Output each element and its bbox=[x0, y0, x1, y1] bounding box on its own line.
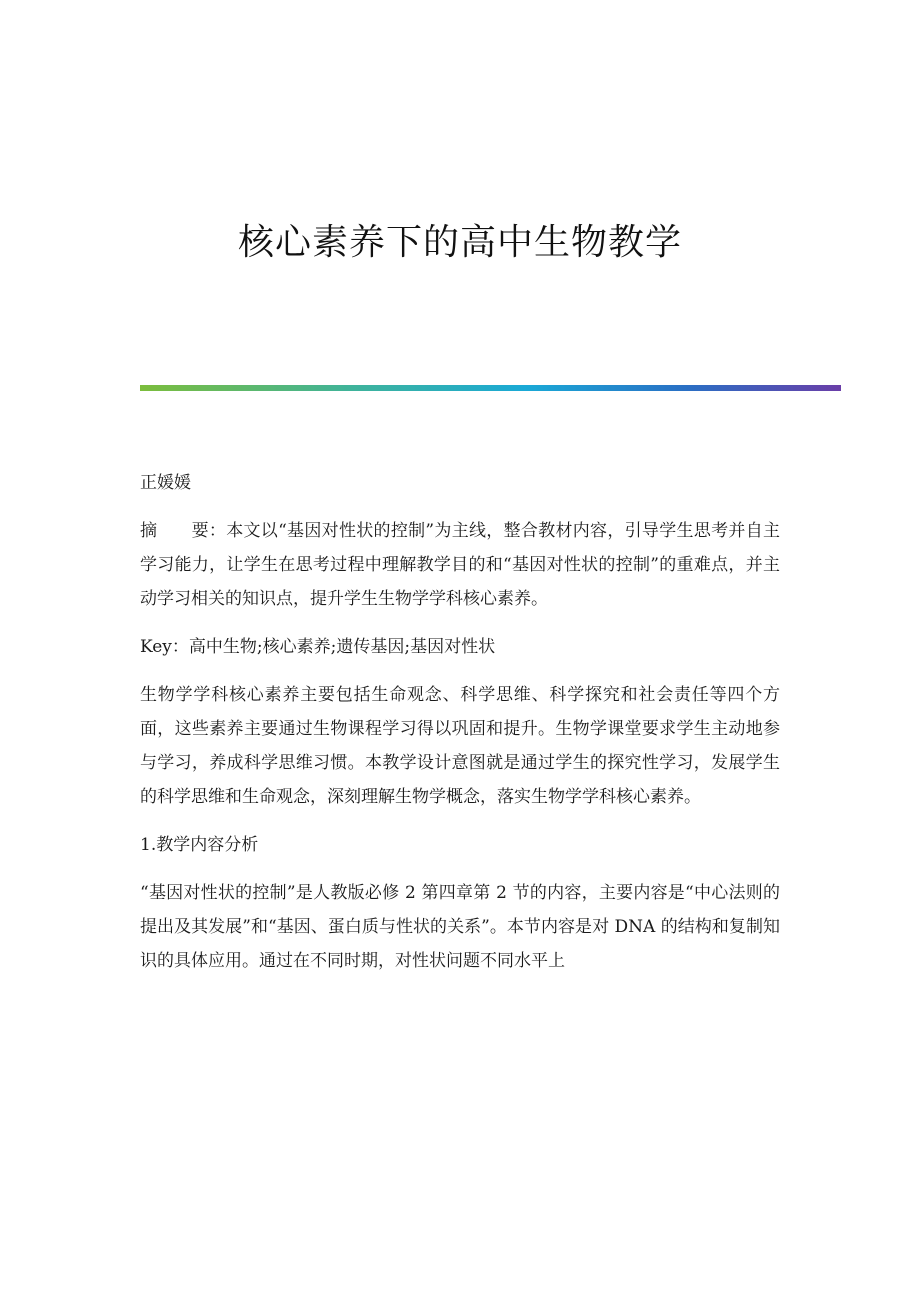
body-paragraph-2: “基因对性状的控制”是人教版必修 2 第四章第 2 节的内容，主要内容是“中心法则的提出及其发展”和“基因、蛋白质与性状的关系”。本节内容是对 DNA 的结构和复制知识的具体应用。通过在不同时期，对性状问题不同水平上 bbox=[140, 883, 780, 971]
document-title: 核心素养下的高中生物教学 bbox=[237, 222, 682, 263]
body-paragraph-1: 生物学学科核心素养主要包括生命观念、科学思维、科学探究和社会责任等四个方面，这些素养主要通过生物课程学习得以巩固和提升。生物学课堂要求学生主动地参与学习，养成科学思维习惯。本教学设计意图就是通过学生的探究性学习，发展学生的科学思维和生命观念，深刻理解生物学概念，落实生物学学科核心素养。 bbox=[140, 685, 780, 807]
abstract-label-part-1: 摘 bbox=[140, 521, 158, 541]
abstract-label-part-2: 要： bbox=[191, 521, 227, 541]
title-divider bbox=[140, 385, 841, 391]
section-heading-1: 1.教学内容分析 bbox=[140, 835, 259, 855]
abstract bbox=[140, 514, 780, 616]
keywords: Key：高中生物;核心素养;遗传基因;基因对性状 bbox=[140, 637, 496, 657]
abstract-label bbox=[140, 521, 226, 541]
document-body bbox=[140, 466, 780, 992]
abstract-text: 本文以“基因对性状的控制”为主线，整合教材内容，引导学生思考并自主学习能力，让学生在思考过程中理解教学目的和“基因对性状的控制”的重难点，并主动学习相关的知识点，提升学生生物学学科核心素养。 bbox=[140, 521, 780, 609]
author-name: 正媛媛 bbox=[140, 473, 191, 493]
